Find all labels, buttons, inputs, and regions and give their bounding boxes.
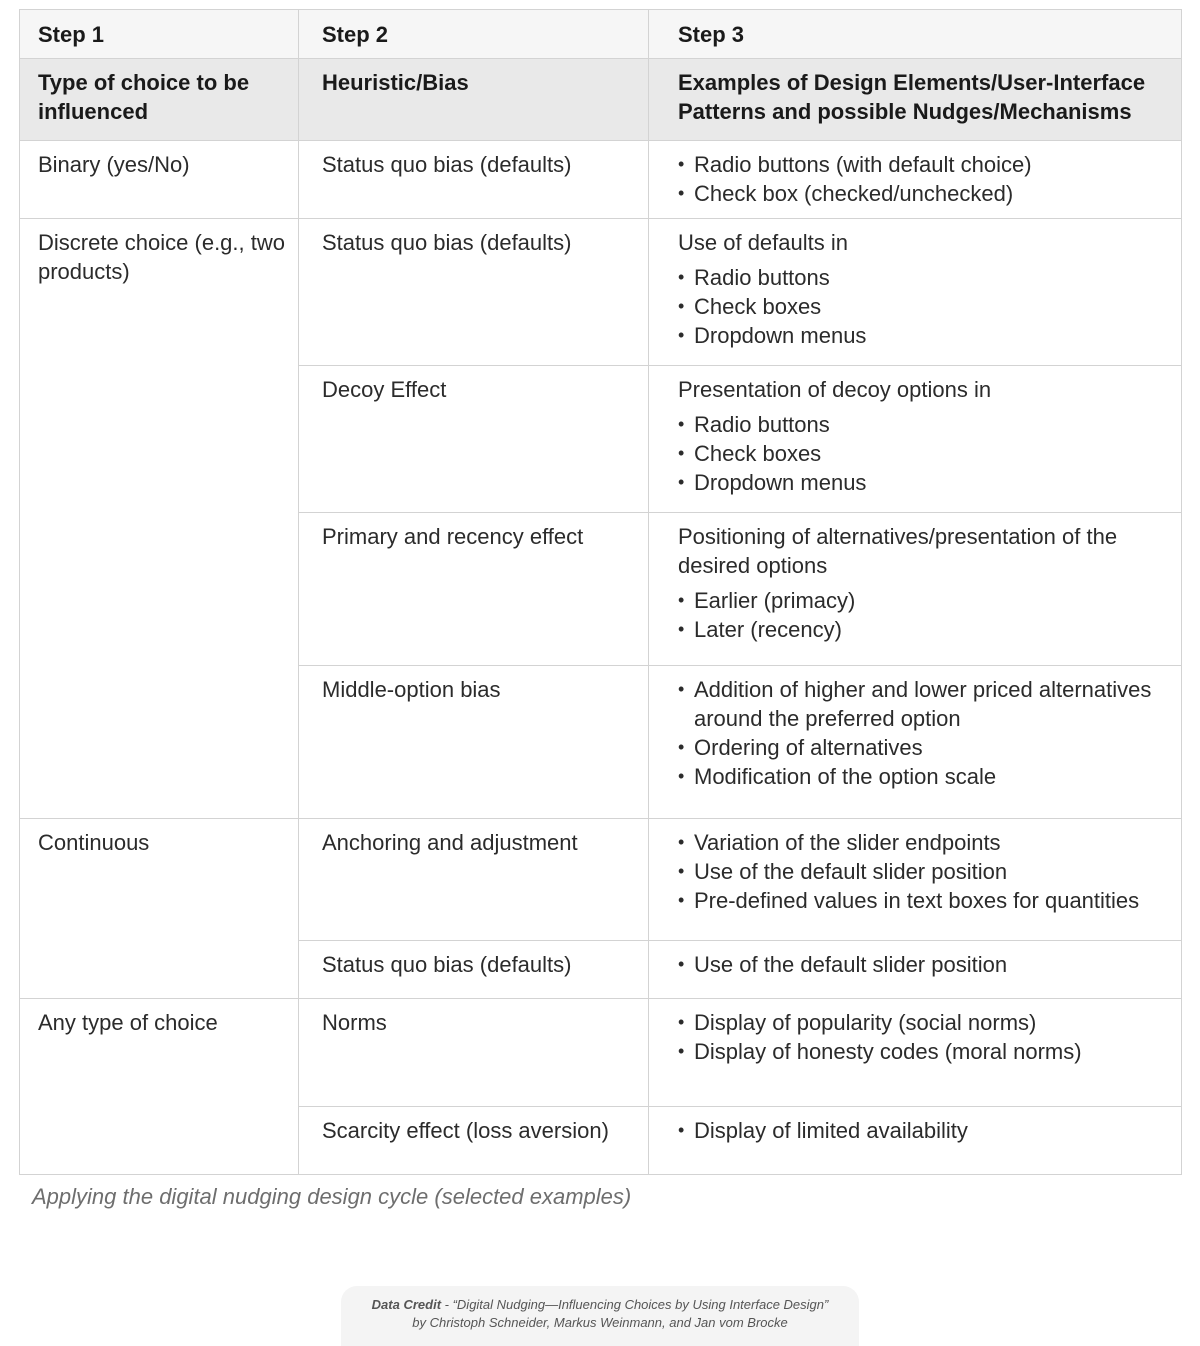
design-elements-header: Examples of Design Elements/User-Interface Patterns and possible Nudges/Mechanisms xyxy=(649,59,1182,141)
heuristic-bias-cell xyxy=(299,999,649,1107)
design-elements-list xyxy=(678,410,1181,497)
choice-type-cell xyxy=(20,141,299,219)
credit-label: Data Credit xyxy=(371,1297,442,1312)
design-elements-list xyxy=(678,150,1181,208)
design-elements-list xyxy=(678,828,1181,915)
step-3-header: Step 3 xyxy=(649,10,1182,59)
design-elements-list xyxy=(678,950,1181,979)
list-item: • Radio buttons xyxy=(678,263,1181,292)
design-elements-intro: Use of defaults in xyxy=(678,230,848,255)
table-caption: Applying the digital nudging design cycle (selected examples) xyxy=(32,1184,632,1209)
design-elements-list xyxy=(678,1008,1181,1066)
list-item: • Pre-defined values in text boxes for quantities xyxy=(678,886,1181,915)
choice-type-header: Type of choice to be influenced xyxy=(20,59,299,141)
list-item: • Radio buttons (with default choice) xyxy=(678,150,1181,179)
heuristic-bias-text: Status quo bias (defaults) xyxy=(322,152,572,177)
list-item: • Use of the default slider position xyxy=(678,857,1181,886)
table-row xyxy=(20,819,1182,941)
heuristic-bias-text: Middle-option bias xyxy=(322,677,501,702)
heuristic-bias-text: Primary and recency effect xyxy=(322,524,584,549)
list-item: • Check boxes xyxy=(678,292,1181,321)
list-item: • Display of popularity (social norms) xyxy=(678,1008,1181,1037)
design-elements-cell xyxy=(649,513,1182,666)
list-item: • Check boxes xyxy=(678,439,1181,468)
step-1-header: Step 1 xyxy=(20,10,299,59)
credit-authors: by Christoph Schneider, Markus Weinmann, and Jan vom Brocke xyxy=(412,1315,788,1330)
heuristic-bias-text: Status quo bias (defaults) xyxy=(322,230,572,255)
design-elements-cell xyxy=(649,941,1182,999)
heuristic-bias-cell xyxy=(299,666,649,819)
choice-type-text: Any type of choice xyxy=(38,1010,218,1035)
credit-title-line xyxy=(341,1296,859,1314)
list-item: • Display of limited availability xyxy=(678,1116,1181,1145)
list-item: • Dropdown menus xyxy=(678,468,1181,497)
design-elements-cell xyxy=(649,819,1182,941)
heuristic-bias-cell xyxy=(299,141,649,219)
list-item: • Modification of the option scale xyxy=(678,762,1181,791)
list-item: • Use of the default slider position xyxy=(678,950,1181,979)
heuristic-bias-cell xyxy=(299,366,649,513)
design-elements-cell xyxy=(649,999,1182,1107)
choice-type-text: Discrete choice (e.g., two products) xyxy=(38,230,285,284)
choice-type-text: Binary (yes/No) xyxy=(38,152,190,177)
design-elements-cell xyxy=(649,141,1182,219)
choice-type-cell xyxy=(20,999,299,1175)
list-item: • Ordering of alternatives xyxy=(678,733,1181,762)
step-row xyxy=(20,10,1182,59)
heuristic-bias-text: Decoy Effect xyxy=(322,377,447,402)
heuristic-bias-cell xyxy=(299,819,649,941)
choice-type-text: Continuous xyxy=(38,830,150,855)
design-elements-list xyxy=(678,263,1181,350)
design-elements-list xyxy=(678,586,1181,644)
heuristic-bias-cell xyxy=(299,1107,649,1175)
table-row xyxy=(20,219,1182,366)
list-item: • Check box (checked/unchecked) xyxy=(678,179,1181,208)
design-elements-intro: Positioning of alternatives/presentation of the desired options xyxy=(678,524,1118,578)
heuristic-bias-text: Anchoring and adjustment xyxy=(322,830,578,855)
heuristic-bias-cell xyxy=(299,941,649,999)
nudging-table xyxy=(19,9,1182,1175)
table-row xyxy=(20,999,1182,1107)
table-row xyxy=(20,141,1182,219)
design-elements-intro: Presentation of decoy options in xyxy=(678,377,992,402)
list-item: • Dropdown menus xyxy=(678,321,1181,350)
list-item: • Addition of higher and lower priced alternatives around the preferred option xyxy=(678,675,1181,733)
heuristic-bias-text: Scarcity effect (loss aversion) xyxy=(322,1118,609,1143)
credit-source-title: - “Digital Nudging—Influencing Choices by Using Interface Design” xyxy=(441,1297,829,1312)
design-elements-cell xyxy=(649,666,1182,819)
step-2-header: Step 2 xyxy=(299,10,649,59)
choice-type-cell xyxy=(20,819,299,999)
design-elements-list xyxy=(678,675,1181,791)
design-elements-cell xyxy=(649,219,1182,366)
heuristic-bias-cell xyxy=(299,513,649,666)
list-item: • Later (recency) xyxy=(678,615,1181,644)
design-elements-list xyxy=(678,1116,1181,1145)
list-item: • Earlier (primacy) xyxy=(678,586,1181,615)
heuristic-bias-cell xyxy=(299,219,649,366)
column-header-row xyxy=(20,59,1182,141)
heuristic-bias-text: Status quo bias (defaults) xyxy=(322,952,572,977)
heuristic-bias-header: Heuristic/Bias xyxy=(299,59,649,141)
list-item: • Radio buttons xyxy=(678,410,1181,439)
design-elements-cell xyxy=(649,366,1182,513)
list-item: • Variation of the slider endpoints xyxy=(678,828,1181,857)
choice-type-cell xyxy=(20,219,299,819)
data-credit xyxy=(341,1286,859,1346)
design-elements-cell xyxy=(649,1107,1182,1175)
list-item: • Display of honesty codes (moral norms) xyxy=(678,1037,1181,1066)
heuristic-bias-text: Norms xyxy=(322,1010,387,1035)
